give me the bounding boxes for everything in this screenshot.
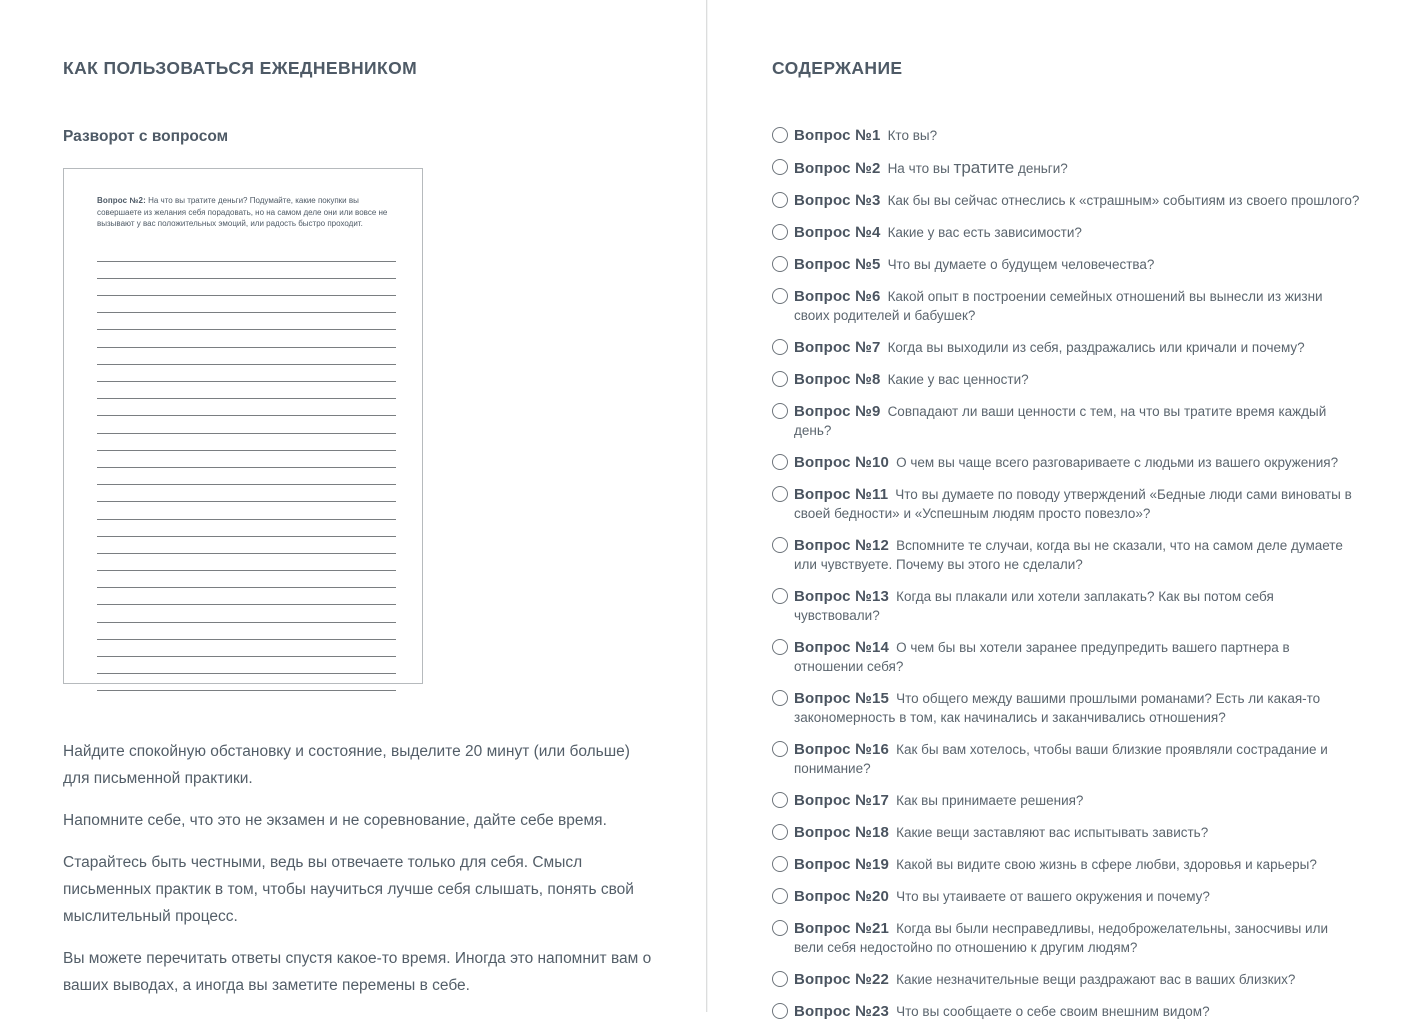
question-text: Что вы утаиваете от вашего окружения и почему? — [896, 889, 1210, 904]
instruction-paragraph: Вы можете перечитать ответы спустя какое-то время. Иногда это напомнит вам о ваших выводах, а иногда вы заметите перемены в себе. — [63, 950, 652, 994]
checkbox-circle-icon[interactable] — [772, 403, 788, 419]
instruction-paragraph: Найдите спокойную обстановку и состояние, выделите 20 минут (или больше) для письменной практики. — [63, 743, 630, 787]
checkbox-circle-icon[interactable] — [772, 792, 788, 808]
checkbox-circle-icon[interactable] — [772, 920, 788, 936]
checkbox-circle-icon[interactable] — [772, 159, 788, 175]
contents-title: СОДЕРЖАНИЕ — [772, 58, 903, 78]
checkbox-circle-icon[interactable] — [772, 224, 788, 240]
contents-entry[interactable] — [772, 689, 1360, 727]
ruled-line — [97, 657, 396, 674]
ruled-line — [97, 537, 396, 554]
contents-entry[interactable] — [772, 791, 1360, 810]
question-number: Вопрос №11 — [794, 486, 889, 503]
question-text-emphasis: тратите — [953, 158, 1015, 177]
contents-entry[interactable] — [772, 536, 1360, 574]
checkbox-circle-icon[interactable] — [772, 741, 788, 757]
contents-entry[interactable] — [772, 587, 1360, 625]
ruled-line — [97, 245, 396, 262]
ruled-line — [97, 451, 396, 468]
ruled-line — [97, 571, 396, 588]
question-text: О чем бы вы хотели заранее предупредить вашего партнера в отношении себя? — [794, 640, 1290, 674]
question-number: Вопрос №12 — [794, 537, 890, 554]
question-text: Кто вы? — [887, 128, 938, 143]
question-text: Какие у вас ценности? — [887, 372, 1029, 387]
question-text: Как вы принимаете решения? — [896, 793, 1084, 808]
question-number: Вопрос №2 — [794, 160, 881, 177]
question-number: Вопрос №15 — [794, 690, 890, 707]
checkbox-circle-icon[interactable] — [772, 127, 788, 143]
contents-entry[interactable] — [772, 485, 1360, 523]
question-text: Как бы вы сейчас отнеслись к «страшным» событиям из своего прошлого? — [887, 193, 1360, 208]
question-number: Вопрос №19 — [794, 856, 890, 873]
checkbox-circle-icon[interactable] — [772, 454, 788, 470]
question-text: Как бы вам хотелось, чтобы ваши близкие проявляли сострадание и понимание? — [794, 742, 1328, 776]
question-number: Вопрос №8 — [794, 371, 881, 388]
contents-entry[interactable] — [772, 223, 1360, 242]
ruled-line — [97, 365, 396, 382]
question-text: Какой вы видите свою жизнь в сфере любви, здоровья и карьеры? — [896, 857, 1317, 872]
contents-entry[interactable] — [772, 453, 1360, 472]
question-text: Что вы сообщаете о себе своим внешним видом? — [896, 1004, 1210, 1019]
question-text: Совпадают ли ваши ценности с тем, на что вы тратите время каждый день? — [794, 404, 1327, 438]
contents-entry[interactable] — [772, 638, 1360, 676]
checkbox-circle-icon[interactable] — [772, 288, 788, 304]
ruled-line — [97, 674, 396, 691]
page-title: КАК ПОЛЬЗОВАТЬСЯ ЕЖЕДНЕВНИКОМ — [63, 58, 418, 78]
question-number: Вопрос №1 — [794, 127, 881, 144]
checkbox-circle-icon[interactable] — [772, 1003, 788, 1019]
instruction-paragraph: Напомните себе, что это не экзамен и не соревнование, дайте себе время. — [63, 812, 607, 829]
contents-entry[interactable] — [772, 970, 1360, 989]
contents-entry[interactable] — [772, 338, 1360, 357]
checkbox-circle-icon[interactable] — [772, 486, 788, 502]
checkbox-circle-icon[interactable] — [772, 588, 788, 604]
ruled-line — [97, 502, 396, 519]
question-number: Вопрос №3 — [794, 192, 881, 209]
left-page — [63, 0, 655, 1014]
checkbox-circle-icon[interactable] — [772, 971, 788, 987]
ruled-writing-lines — [97, 245, 396, 692]
contents-entry[interactable] — [772, 191, 1360, 210]
right-page — [772, 0, 1360, 1034]
ruled-line — [97, 605, 396, 622]
question-text: Какой опыт в построении семейных отношений вы вынесли из жизни своих родителей и бабушек? — [794, 289, 1323, 323]
worksheet-prompt — [97, 195, 396, 230]
question-number: Вопрос №20 — [794, 888, 890, 905]
contents-entry[interactable] — [772, 823, 1360, 842]
checkbox-circle-icon[interactable] — [772, 690, 788, 706]
question-number: Вопрос №4 — [794, 224, 881, 241]
ruled-line — [97, 348, 396, 365]
question-text: На что вы тратите деньги? — [887, 158, 1068, 177]
ruled-line — [97, 554, 396, 571]
ruled-line — [97, 623, 396, 640]
contents-entry[interactable] — [772, 370, 1360, 389]
ruled-line — [97, 416, 396, 433]
checkbox-circle-icon[interactable] — [772, 856, 788, 872]
contents-entry[interactable] — [772, 887, 1360, 906]
page-gutter-divider — [706, 0, 707, 1012]
ruled-line — [97, 434, 396, 451]
ruled-line — [97, 313, 396, 330]
question-number: Вопрос №9 — [794, 403, 881, 420]
ruled-line — [97, 468, 396, 485]
contents-entry[interactable] — [772, 855, 1360, 874]
question-number: Вопрос №13 — [794, 588, 890, 605]
worksheet-prompt-label: Вопрос №2: — [97, 196, 146, 205]
contents-entry[interactable] — [772, 158, 1360, 178]
question-text: Что вы думаете по поводу утверждений «Бедные люди сами виноваты в своей бедности» и «Успешным людям просто повезло»? — [794, 487, 1352, 521]
question-number: Вопрос №22 — [794, 971, 890, 988]
checkbox-circle-icon[interactable] — [772, 639, 788, 655]
section-title: Разворот с вопросом — [63, 128, 229, 145]
ruled-line — [97, 588, 396, 605]
question-number: Вопрос №14 — [794, 639, 890, 656]
instruction-paragraph: Старайтесь быть честными, ведь вы отвечаете только для себя. Смысл письменных практик в том, чтобы научиться лучше себя слышать, понять свой мыслительный процесс. — [63, 854, 634, 925]
contents-entry[interactable] — [772, 402, 1360, 440]
question-text: Когда вы плакали или хотели заплакать? Как вы потом себя чувствовали? — [794, 589, 1274, 623]
question-text: Когда вы были несправедливы, недоброжелательны, заносчивы или вели себя недостойно по отношению к другим людям? — [794, 921, 1329, 955]
worksheet-preview — [63, 168, 423, 684]
contents-entry[interactable] — [772, 740, 1360, 778]
ruled-line — [97, 279, 396, 296]
question-text: Когда вы выходили из себя, раздражались или кричали и почему? — [887, 340, 1305, 355]
question-text: Вспомните те случаи, когда вы не сказали, что на самом деле думаете или чувствуете. Почему вы этого не сделали? — [794, 538, 1343, 572]
ruled-line — [97, 640, 396, 657]
question-number: Вопрос №21 — [794, 920, 890, 937]
contents-entry[interactable] — [772, 126, 1360, 145]
checkbox-circle-icon[interactable] — [772, 824, 788, 840]
checkbox-circle-icon[interactable] — [772, 192, 788, 208]
contents-entry[interactable] — [772, 919, 1360, 957]
contents-entry[interactable] — [772, 287, 1360, 325]
question-number: Вопрос №7 — [794, 339, 881, 356]
question-text: О чем вы чаще всего разговариваете с людьми из вашего окружения? — [896, 455, 1339, 470]
ruled-line — [97, 382, 396, 399]
question-number: Вопрос №16 — [794, 741, 890, 758]
worksheet-prompt-text: На что вы тратите деньги? Подумайте, какие покупки вы совершаете из желания себя порадовать, но на самом деле они или вовсе не вызывают у вас положительных эмоций, или радость быстро проходит. — [97, 196, 388, 228]
checkbox-circle-icon[interactable] — [772, 256, 788, 272]
question-number: Вопрос №23 — [794, 1003, 890, 1020]
contents-list — [772, 126, 1360, 1021]
checkbox-circle-icon[interactable] — [772, 888, 788, 904]
question-text: Какие у вас есть зависимости? — [887, 225, 1082, 240]
question-number: Вопрос №5 — [794, 256, 881, 273]
contents-entry[interactable] — [772, 255, 1360, 274]
ruled-line — [97, 520, 396, 537]
question-text: Какие вещи заставляют вас испытывать зависть? — [896, 825, 1209, 840]
checkbox-circle-icon[interactable] — [772, 339, 788, 355]
ruled-line — [97, 485, 396, 502]
question-text: Что вы думаете о будущем человечества? — [887, 257, 1155, 272]
instructions-text — [63, 738, 655, 999]
question-number: Вопрос №10 — [794, 454, 890, 471]
ruled-line — [97, 262, 396, 279]
ruled-line — [97, 399, 396, 416]
ruled-line — [97, 330, 396, 347]
ruled-line — [97, 296, 396, 313]
checkbox-circle-icon[interactable] — [772, 537, 788, 553]
question-number: Вопрос №17 — [794, 792, 890, 809]
checkbox-circle-icon[interactable] — [772, 371, 788, 387]
question-text: Что общего между вашими прошлыми романами? Есть ли какая-то закономерность в том, как начинались и заканчивались отношения? — [794, 691, 1321, 725]
question-number: Вопрос №18 — [794, 824, 890, 841]
question-number: Вопрос №6 — [794, 288, 881, 305]
question-text: Какие незначительные вещи раздражают вас в ваших близких? — [896, 972, 1296, 987]
